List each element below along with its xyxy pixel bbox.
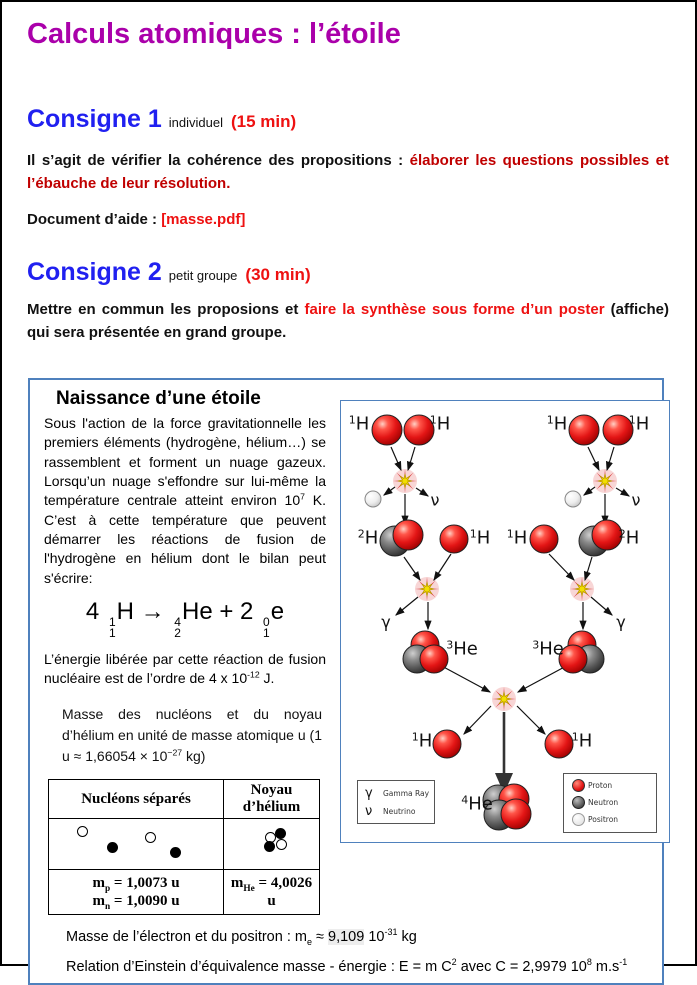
gamma-icon: γ [365,785,373,801]
table-circles-row [49,819,320,870]
label-3he: $^3$He [446,638,478,660]
label-gamma: γ [381,612,391,632]
label-1h: $^1$H [348,413,370,435]
box-intro-paragraph: Sous l'action de la force gravitationnelle les premiers éléments (hydrogène, hélium…) se rassemblent et forment un nuage gazeux. Lorsqu’un nuage s'effondre sur lui-même la température centrale atteint environ $10^7$ K. C’est à cette température que peuvent démarrer les réactions de fusion de l'hydrogène en hélium dont le bilan peut s'écrire: [44,415,326,586]
legend-neutrino-row: ν Neutrino [365,803,416,819]
label-1h: $^1$H [546,413,568,435]
fusion-chain-diagram [340,400,670,843]
nucleon-masses [49,870,224,915]
neutron-icon [572,796,585,809]
label-4he: $^4$He [461,793,493,815]
electron-mass-line: Masse de l’électron et du positron : $m_e \approx 9,109$ $10^{-31}$ kg [66,927,417,948]
label-1h: $^1$H [469,527,491,549]
table-values-row [49,870,320,915]
label-neutrino: ν [430,490,440,510]
helium-mass: $m_{He} = 4,0026$ u [224,870,320,915]
legend-positron-row: Positron [572,811,656,828]
page-title: Calculs atomiques : l’étoile [27,18,401,50]
label-2h: $^2$H [357,527,379,549]
neutron-mass: $m_n = 1,0090$ u [92,893,180,913]
neutron-circle [170,847,181,858]
proton-mass: $m_p = 1,0073$ u [92,874,180,894]
consigne2-title: Consigne 2 [27,258,162,286]
consigne1-heading [27,105,695,134]
neutron-circle [275,828,286,839]
label-2h: $^2$H [618,527,640,549]
consigne1-title: Consigne 1 [27,105,162,133]
energy-paragraph: L’énergie libérée par cette réaction de fusion nucléaire est de l’ordre de 4 x $10^{-12}$ J. [44,650,326,687]
legend-gamma-row: γ Gamma Ray [365,785,430,801]
naissance-etoile-box [28,378,664,985]
einstein-relation-line: Relation d’Einstein d’équivalence masse - énergie : E = m $C^2$ avec C = 2,9979 $10^8$ $m.s^{-1}$ [66,957,628,976]
consigne2-mode: petit groupe [168,268,238,283]
consigne1-mode: individuel [168,115,223,130]
proton-circle [276,839,287,850]
label-1h: $^1$H [571,730,593,752]
box-heading: Naissance d’une étoile [56,388,261,409]
table-header-row [49,780,320,819]
box-diagram-column [340,386,670,915]
consigne1-body: Il s’agit de vérifier la cohérence des propositions : élaborer les questions possibles et l’ébauche de leur résolution. [27,152,669,192]
proton-circle [145,832,156,843]
table-header-noyau: Noyau d’hélium [224,780,320,819]
proton-circle [77,826,88,837]
positron-icon [572,813,585,826]
consigne1-duration: (15 min) [230,112,297,131]
doc-aide-line [27,211,695,228]
label-1h: $^1$H [628,413,650,435]
neutron-circle [264,841,275,852]
particle-legend [563,773,657,833]
label-1h: $^1$H [429,413,451,435]
consigne2-duration: (30 min) [245,265,311,284]
label-1h: $^1$H [411,730,433,752]
neutrino-icon: ν [365,803,373,819]
legend-neutron-row: Neutron [572,794,656,811]
consigne2-heading [27,258,695,287]
label-1h: $^1$H [506,527,528,549]
consigne2-body: Mettre en commun les proposions et faire la synthèse sous forme d’un poster (affiche) qui sera présentée en grand groupe. [27,301,669,341]
box-text-column [36,386,328,915]
neutron-circle [107,842,118,853]
mass-table [48,779,320,915]
masse-pdf-link[interactable]: [masse.pdf] [161,211,246,228]
label-gamma: γ [616,612,626,632]
proton-icon [572,779,585,792]
ray-legend [357,780,435,824]
helium-nucleus-figure [224,819,320,870]
fusion-equation: 4 1 1 H → 4 2 He + 2 0 1 e [85,597,285,640]
legend-proton-row: Proton [572,777,656,794]
label-neutrino: ν [631,490,641,510]
separated-nucleons-figure [49,819,224,870]
doc-aide-label: Document d’aide : [27,211,162,228]
label-3he: $^3$He [532,638,564,660]
table-header-nucleons: Nucléons séparés [49,780,224,819]
mass-note: Masse des nucléons et du noyau d’hélium en unité de masse atomique u (1 $u \approx 1,66054 \times 10^{-27}$ kg) [62,706,322,765]
